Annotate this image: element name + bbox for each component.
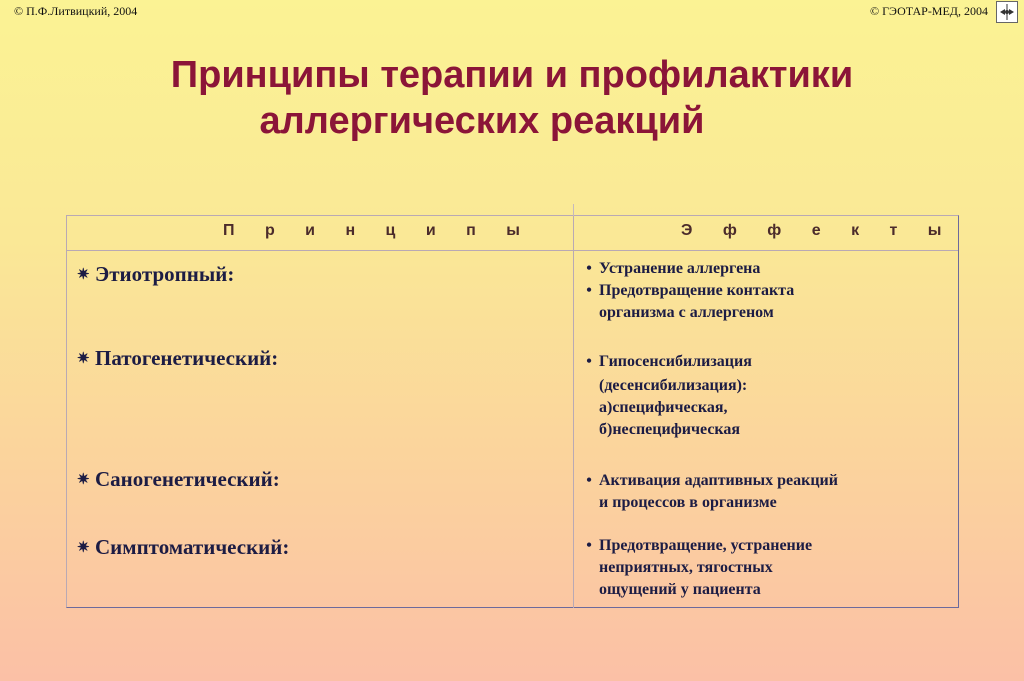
effect-line: (десенсибилизация): (599, 377, 748, 394)
column-header-principles: П р и н ц и п ы (223, 222, 533, 239)
principle-label: Патогенетический: (95, 346, 279, 370)
effect-line: • Предотвращение контакта (579, 280, 794, 302)
effect-line: ощущений у пациента (599, 581, 761, 598)
principle-label: Саногенетический: (95, 467, 280, 491)
effect-list (579, 535, 812, 601)
principle-item (77, 535, 289, 560)
navigation-icon[interactable] (996, 1, 1018, 23)
effect-line: неприятных, тягостных (599, 559, 773, 576)
principles-table (66, 215, 959, 608)
effect-list (579, 258, 794, 324)
copyright-left: © П.Ф.Литвицкий, 2004 (14, 4, 138, 18)
effect-line: • Устранение аллергена (579, 258, 794, 280)
principle-item (77, 346, 278, 371)
effect-line: и процессов в организме (599, 494, 777, 511)
effect-line: • Гипосенсибилизация (579, 351, 752, 373)
bullet-icon: • (586, 537, 592, 554)
bullet-icon: • (586, 353, 592, 370)
column-divider (573, 216, 574, 608)
principle-label: Симптоматический: (95, 535, 290, 559)
header-divider (67, 250, 958, 251)
copyright-right: © ГЭОТАР-МЕД, 2004 (869, 4, 988, 18)
star-bullet-icon: ✷ (77, 540, 90, 556)
star-bullet-icon: ✷ (77, 267, 90, 283)
effect-line: • Предотвращение, устранение (579, 535, 812, 557)
effect-list (579, 351, 752, 441)
effect-line: а)специфическая, (599, 399, 728, 416)
title-line-1: Принципы терапии и профилактики (170, 54, 854, 96)
star-bullet-icon: ✷ (77, 351, 90, 367)
bullet-icon: • (586, 472, 592, 489)
column-header-effects: Э ф ф е к т ы (681, 222, 955, 239)
principle-item (77, 467, 280, 492)
effect-line: б)неспецифическая (599, 421, 741, 438)
principle-item (77, 262, 234, 287)
page-title (0, 52, 1024, 144)
effect-line: • Активация адаптивных реакций (579, 470, 838, 492)
effect-list (579, 470, 838, 514)
bullet-icon: • (586, 282, 592, 299)
effect-line: организма с аллергеном (599, 304, 774, 321)
title-line-2: аллергических реакций (259, 100, 705, 142)
principle-label: Этиотропный: (95, 262, 235, 286)
star-bullet-icon: ✷ (77, 472, 90, 488)
column-divider-top (573, 204, 574, 216)
bullet-icon: • (586, 260, 592, 277)
